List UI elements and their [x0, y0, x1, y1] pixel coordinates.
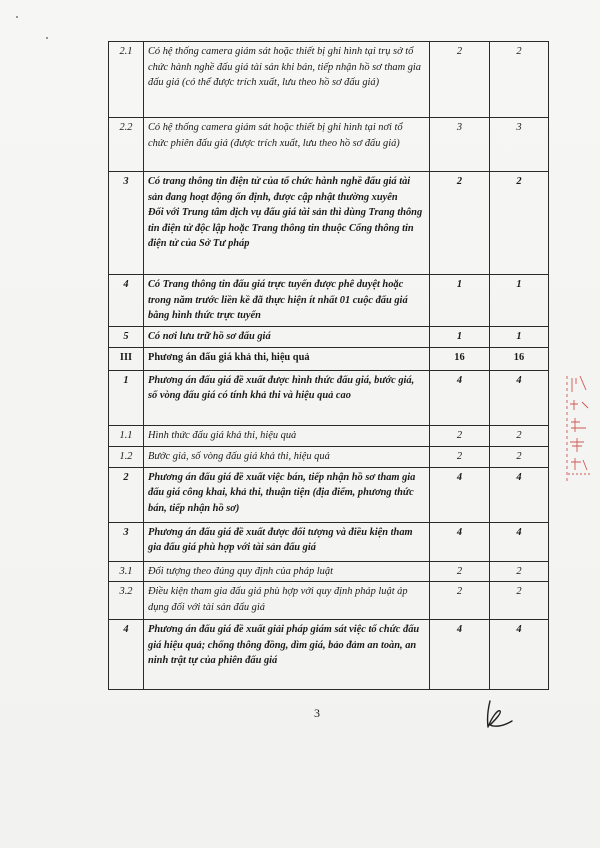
page-number: 3	[314, 706, 320, 720]
awarded-points: 2	[490, 582, 549, 620]
table-row	[109, 118, 549, 172]
criterion-text: Điều kiện tham gia đấu giá phù hợp với quy định pháp luật áp dụng đối với tài sản đấu giá	[144, 582, 430, 620]
row-number: 1	[109, 370, 144, 425]
max-points: 4	[430, 522, 490, 561]
criterion-text: Có nơi lưu trữ hồ sơ đấu giá	[144, 327, 430, 348]
table-row	[109, 467, 549, 522]
awarded-points: 4	[490, 620, 549, 690]
row-number: 4	[109, 620, 144, 690]
criterion-text: Bước giá, số vòng đấu giá khả thi, hiệu quả	[144, 446, 430, 467]
row-number: 3.2	[109, 582, 144, 620]
table-row	[109, 446, 549, 467]
row-number: 2.2	[109, 118, 144, 172]
criterion-note: Đối với Trung tâm dịch vụ đấu giá tài sản thì dùng Trang thông tin điện tử độc lập hoặc Trang thông tin thuộc Cổng thông tin điện tử của Sở Tư pháp	[148, 207, 423, 250]
criterion-text: Có hệ thống camera giám sát hoặc thiết bị ghi hình tại nơi tổ chức phiên đấu giá (được trích xuất, lưu theo hồ sơ đấu giá)	[144, 118, 430, 172]
signature-initial	[478, 697, 518, 733]
criterion-text: Hình thức đấu giá khả thi, hiệu quả	[144, 425, 430, 446]
awarded-points: 2	[490, 561, 549, 582]
table-row	[109, 582, 549, 620]
awarded-points: 2	[490, 172, 549, 275]
awarded-points: 4	[490, 522, 549, 561]
table-row	[109, 370, 549, 425]
criterion-text: Có Trang thông tin đấu giá trực tuyến được phê duyệt hoặc trong năm trước liền kề đã thực hiện ít nhất 01 cuộc đấu giá bằng hình thức trực tuyến	[144, 275, 430, 327]
max-points: 4	[430, 467, 490, 522]
section-number: III	[109, 347, 144, 370]
table-row	[109, 42, 549, 118]
table-row	[109, 620, 549, 690]
row-number: 3.1	[109, 561, 144, 582]
table-row	[109, 522, 549, 561]
awarded-points: 1	[490, 327, 549, 348]
criterion-text: Đối tượng theo đúng quy định của pháp luật	[144, 561, 430, 582]
red-stamp-fragment	[566, 374, 592, 484]
awarded-points: 3	[490, 118, 549, 172]
max-points: 2	[430, 582, 490, 620]
table-row	[109, 172, 549, 275]
criteria-table	[108, 41, 549, 690]
max-points: 3	[430, 118, 490, 172]
max-points: 1	[430, 275, 490, 327]
row-number: 3	[109, 172, 144, 275]
section-row	[109, 347, 549, 370]
row-number: 1.2	[109, 446, 144, 467]
awarded-points: 2	[490, 425, 549, 446]
row-number: 2	[109, 467, 144, 522]
max-points: 2	[430, 42, 490, 118]
awarded-points: 16	[490, 347, 549, 370]
row-number: 2.1	[109, 42, 144, 118]
row-number: 4	[109, 275, 144, 327]
awarded-points: 2	[490, 42, 549, 118]
table-row	[109, 275, 549, 327]
scan-speck	[46, 37, 48, 39]
awarded-points: 4	[490, 370, 549, 425]
section-title: Phương án đấu giá khả thi, hiệu quả	[144, 347, 430, 370]
criterion-text: Phương án đấu giá đề xuất giải pháp giám sát việc tổ chức đấu giá hiệu quả; chống thông đồng, dìm giá, bảo đảm an toàn, an ninh trật tự của phiên đấu giá	[144, 620, 430, 690]
max-points: 4	[430, 620, 490, 690]
awarded-points: 4	[490, 467, 549, 522]
criterion-text: Phương án đấu giá đề xuất được hình thức đấu giá, bước giá, số vòng đấu giá có tính khả thi và hiệu quả cao	[144, 370, 430, 425]
awarded-points: 2	[490, 446, 549, 467]
max-points: 4	[430, 370, 490, 425]
max-points: 2	[430, 561, 490, 582]
row-number: 1.1	[109, 425, 144, 446]
table-row	[109, 561, 549, 582]
criterion-text: Có hệ thống camera giám sát hoặc thiết bị ghi hình tại trụ sở tổ chức hành nghề đấu giá tài sản khi bán, tiếp nhận hồ sơ tham gia đấu giá (có thể được trích xuất, lưu theo hồ sơ đấu giá)	[144, 42, 430, 118]
max-points: 2	[430, 172, 490, 275]
criterion-text: Phương án đấu giá đề xuất việc bán, tiếp nhận hồ sơ tham gia đấu giá công khai, khả thi, thuận tiện (địa điểm, phương thức bán, tiếp nhận hồ sơ)	[144, 467, 430, 522]
criterion-text: Phương án đấu giá đề xuất được đối tượng và điều kiện tham gia đấu giá phù hợp với tài sản đấu giá	[144, 522, 430, 561]
scan-speck	[16, 16, 18, 18]
max-points: 2	[430, 425, 490, 446]
row-number: 3	[109, 522, 144, 561]
max-points: 2	[430, 446, 490, 467]
criterion-main: Có trang thông tin điện tử của tổ chức hành nghề đấu giá tài sản đang hoạt động ổn định, được cập nhật thường xuyên	[148, 176, 411, 203]
table-row	[109, 425, 549, 446]
max-points: 1	[430, 327, 490, 348]
awarded-points: 1	[490, 275, 549, 327]
row-number: 5	[109, 327, 144, 348]
criterion-text	[144, 172, 430, 275]
table-row	[109, 327, 549, 348]
max-points: 16	[430, 347, 490, 370]
